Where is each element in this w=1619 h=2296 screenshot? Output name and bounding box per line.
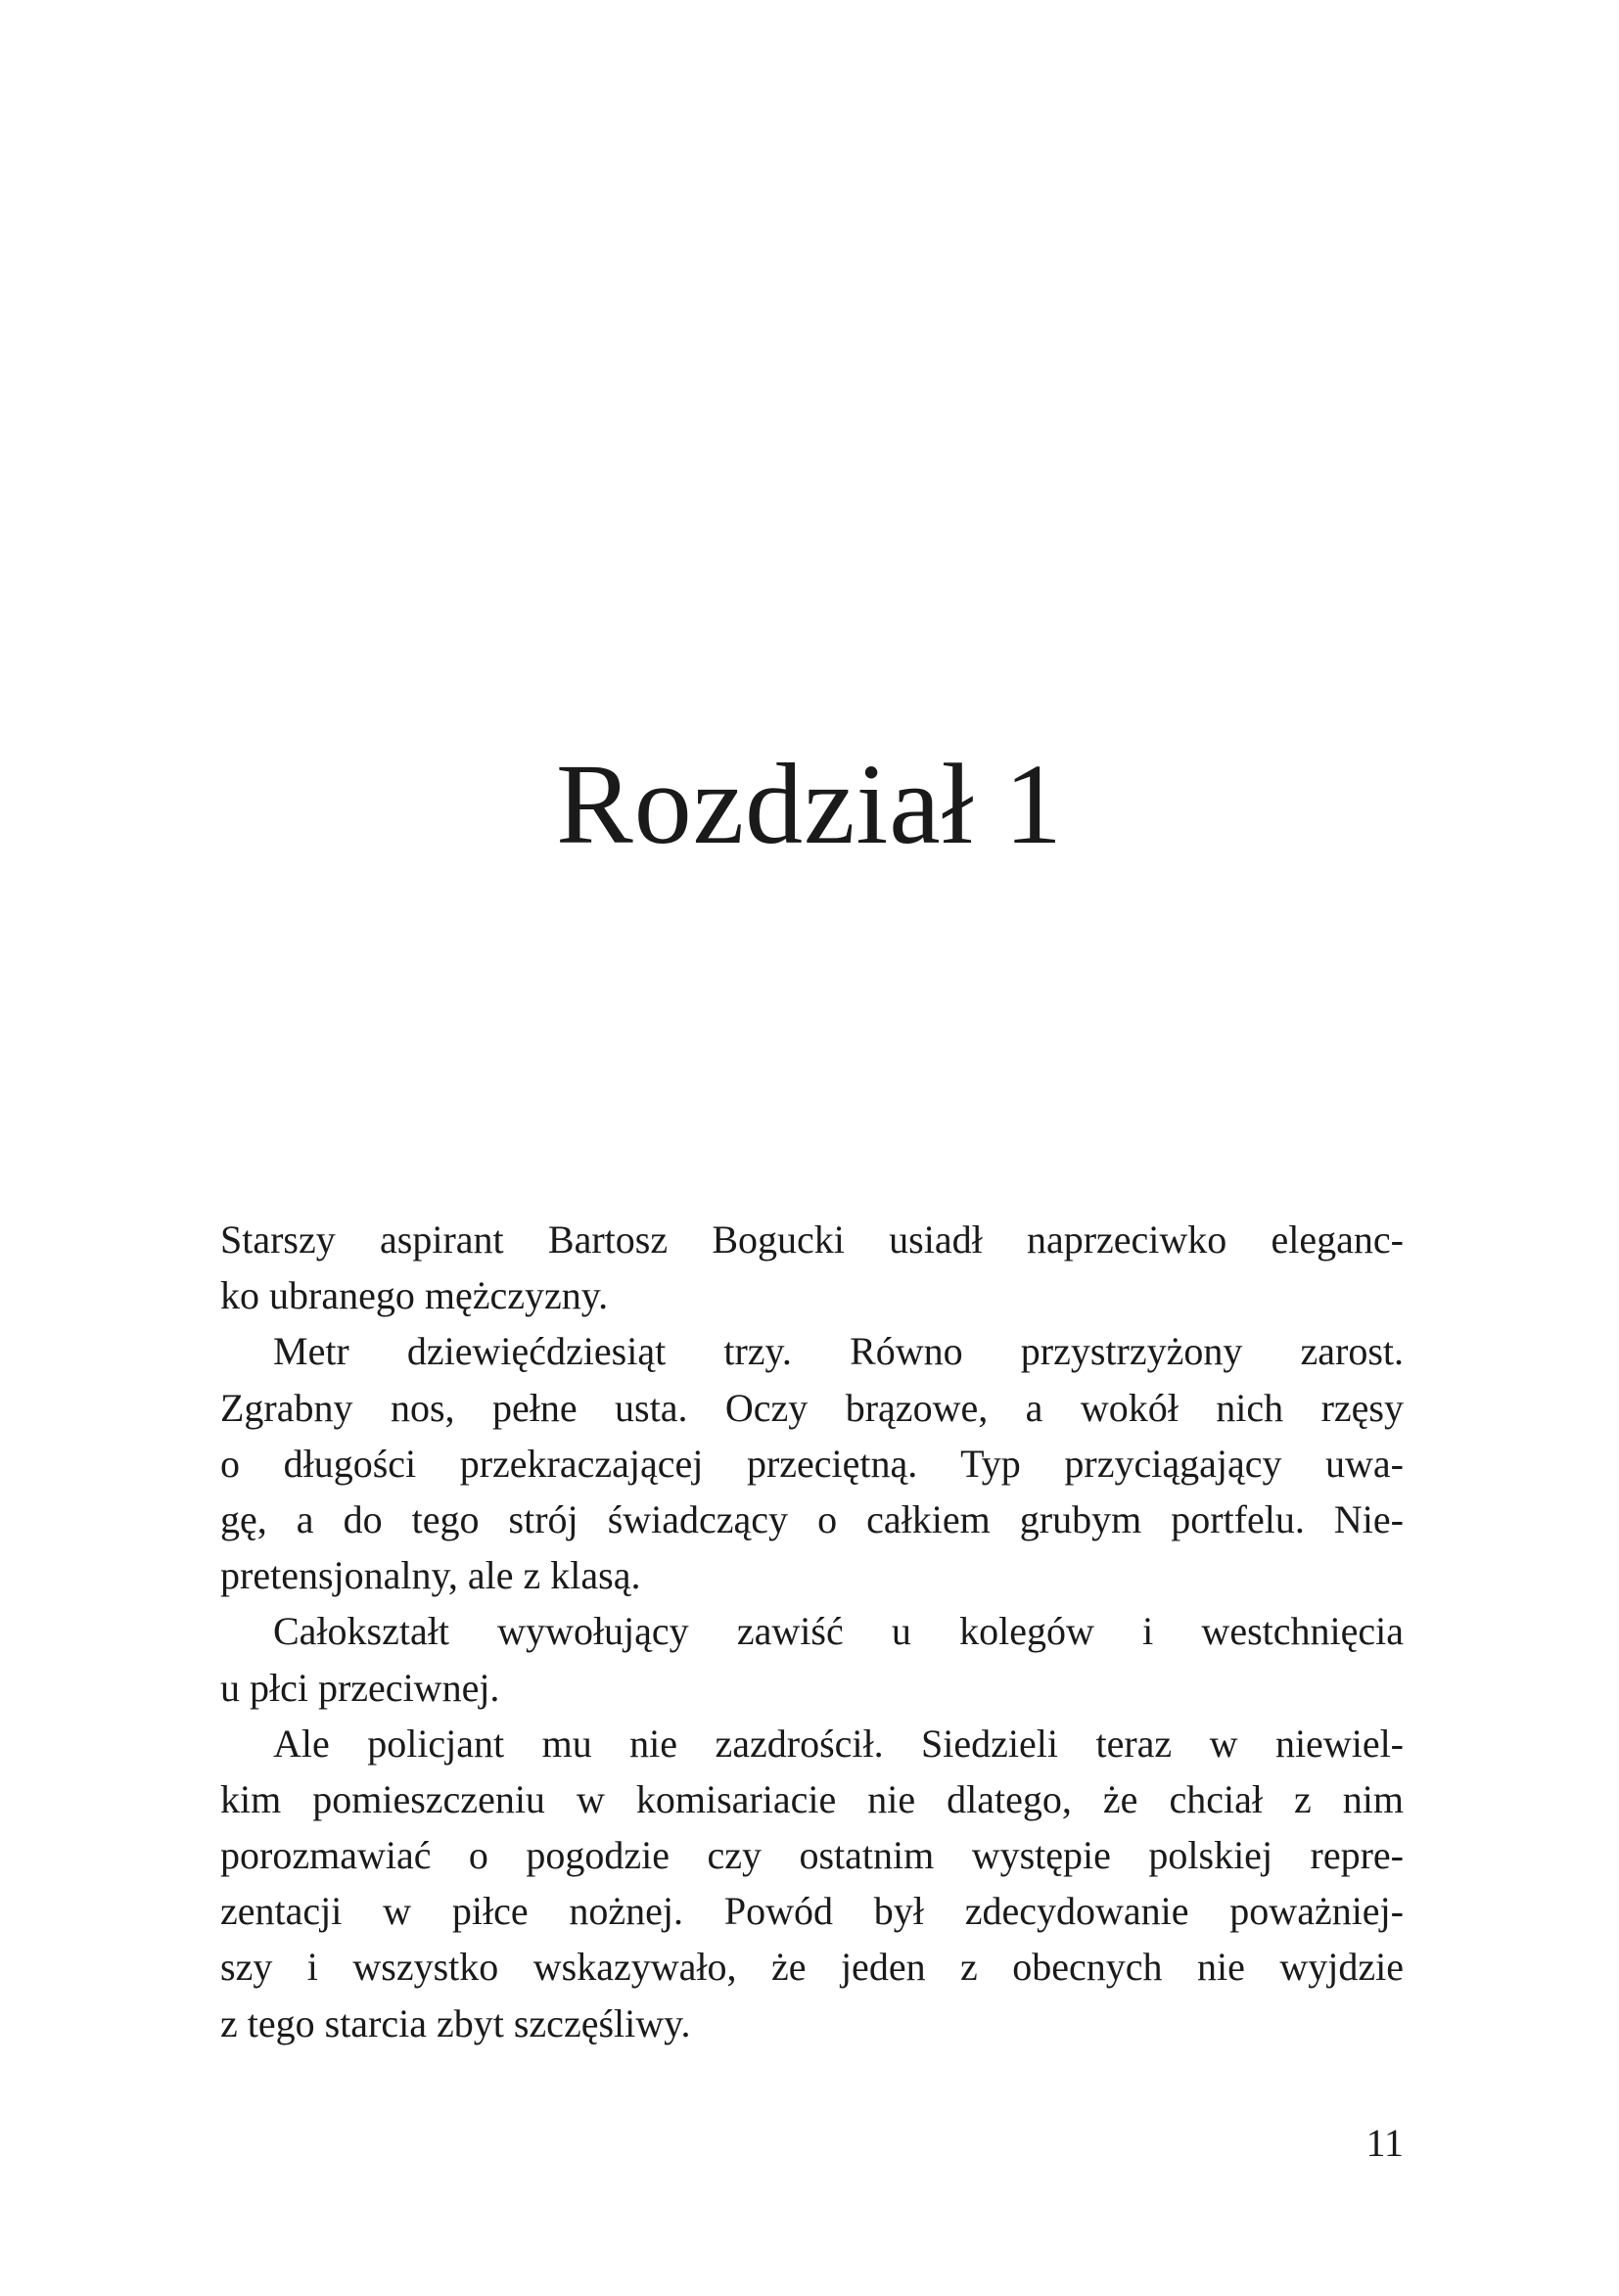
text-line: ko ubranego mężczyzny. xyxy=(220,1273,609,1318)
text-line: Zgrabny nos, pełne usta. Oczy brązowe, a wokół nich rzęsy xyxy=(220,1385,1404,1430)
text-line: szy i wszystko wskazywało, że jeden z obecnych nie wyjdzie xyxy=(220,1945,1404,1990)
text-line: Metr dziewięćdziesiąt trzy. Równo przystrzyżony zarost. xyxy=(273,1329,1404,1374)
page-number: 11 xyxy=(1365,2121,1404,2165)
body-text xyxy=(220,1212,1404,2051)
text-line: pretensjonalny, ale z klasą. xyxy=(220,1553,641,1598)
text-line: Ale policjant mu nie zazdrościł. Siedzieli teraz w niewiel- xyxy=(273,1721,1404,1766)
text-line: zentacji w piłce nożnej. Powód był zdecydowanie poważniej- xyxy=(220,1889,1404,1934)
text-line: z tego starcia zbyt szczęśliwy. xyxy=(220,2000,691,2045)
text-line: kim pomieszczeniu w komisariacie nie dlatego, że chciał z nim xyxy=(220,1776,1404,1821)
text-line: Całokształt wywołujący zawiść u kolegów i westchnięcia xyxy=(273,1609,1404,1654)
text-line: porozmawiać o pogodzie czy ostatnim występie polskiej repre- xyxy=(220,1833,1404,1878)
text-line: u płci przeciwnej. xyxy=(220,1665,500,1710)
text-line: gę, a do tego strój świadczący o całkiem grubym portfelu. Nie- xyxy=(220,1496,1404,1541)
text-line: o długości przekraczającej przeciętną. Typ przyciągający uwa- xyxy=(220,1441,1404,1486)
chapter-title: Rozdział 1 xyxy=(556,740,1063,868)
text-line: Starszy aspirant Bartosz Bogucki usiadł naprzeciwko eleganc- xyxy=(220,1217,1404,1262)
